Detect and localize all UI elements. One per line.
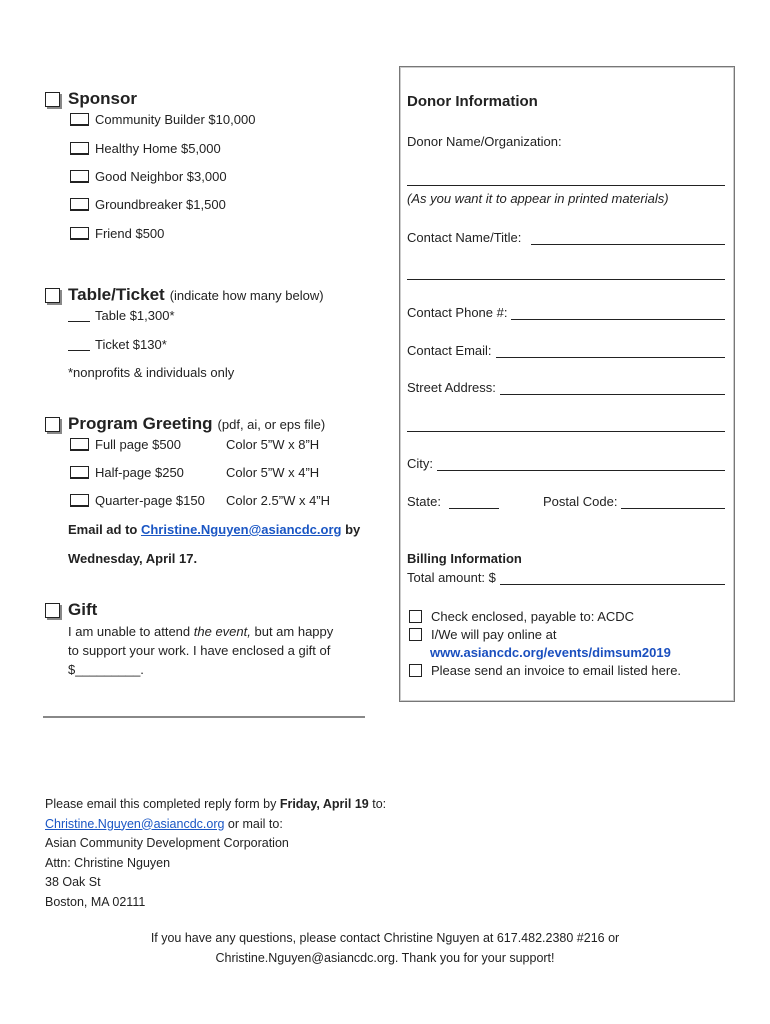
ad-deadline: Wednesday, April 17. (68, 551, 198, 566)
street-address-field[interactable]: Street Address: (407, 380, 725, 395)
state-field[interactable]: State: (407, 494, 499, 509)
option-box[interactable] (70, 142, 89, 155)
questions-line-2: Christine.Nguyen@asiancdc.org. Thank you for your support! (215, 950, 555, 965)
contact-phone-input[interactable] (511, 307, 725, 320)
ad-size-quarter-page: Color 2.5”W x 4”H (226, 493, 331, 508)
gift-checkbox[interactable] (45, 603, 60, 618)
online-checkbox[interactable] (409, 628, 422, 641)
ad-size-half-page: Color 5”W x 4”H (226, 465, 320, 480)
table-ticket-checkbox[interactable] (45, 288, 60, 303)
check-checkbox[interactable] (409, 610, 422, 623)
donor-name-note: (As you want it to appear in printed materials) (407, 191, 669, 206)
table-count-blank[interactable] (68, 309, 90, 322)
option-box[interactable] (70, 438, 89, 451)
ticket-count-blank[interactable] (68, 338, 90, 351)
gift-amount-line[interactable]: $_________. (68, 662, 144, 677)
attn-line: Attn: Christine Nguyen (45, 855, 171, 870)
total-amount-field[interactable]: Total amount: $ (407, 570, 725, 585)
payment-option-invoice[interactable]: Please send an invoice to email listed here. (409, 663, 681, 678)
city-field[interactable]: City: (407, 456, 725, 471)
donor-name-input[interactable] (407, 185, 725, 186)
payment-option-check[interactable]: Check enclosed, payable to: ACDC (409, 609, 634, 624)
invoice-checkbox[interactable] (409, 664, 422, 677)
ad-email-link[interactable]: Christine.Nguyen@asiancdc.org (140, 522, 342, 537)
option-box[interactable] (70, 198, 89, 211)
gift-text-line-1: I am unable to attend the event, but am happy (68, 624, 334, 639)
table-option[interactable]: Table $1,300* (68, 308, 175, 323)
mailing-instructions (45, 795, 386, 912)
city-input[interactable] (437, 458, 725, 471)
ad-option-full-page[interactable]: Full page $500 (70, 437, 181, 452)
ad-option-quarter-page[interactable]: Quarter-page $150 (70, 493, 205, 508)
contact-email-field[interactable]: Contact Email: (407, 343, 725, 358)
state-input[interactable] (449, 496, 499, 509)
street-line: 38 Oak St (45, 875, 101, 889)
reply-email-link[interactable]: Christine.Nguyen@asiancdc.org (45, 816, 225, 831)
section-divider (43, 716, 365, 718)
street-address-extra-line[interactable] (407, 431, 725, 432)
postal-code-field[interactable]: Postal Code: (543, 494, 725, 509)
payment-option-online[interactable]: I/We will pay online at (409, 627, 557, 642)
org-name: Asian Community Development Corporation (45, 836, 289, 850)
sponsor-option-good-neighbor[interactable]: Good Neighbor $3,000 (70, 169, 227, 184)
ad-option-half-page[interactable]: Half-page $250 (70, 465, 184, 480)
ad-size-full-page: Color 5”W x 8”H (226, 437, 320, 452)
option-box[interactable] (70, 170, 89, 183)
questions-line-1: If you have any questions, please contact Christine Nguyen at 617.482.2380 #216 or (150, 931, 620, 945)
program-greeting-heading: Program Greeting (pdf, ai, or eps file) (45, 414, 325, 434)
total-amount-input[interactable] (500, 572, 725, 585)
sponsor-option-groundbreaker[interactable]: Groundbreaker $1,500 (70, 197, 226, 212)
ticket-option[interactable]: Ticket $130* (68, 337, 167, 352)
contact-questions (0, 929, 770, 968)
email-or-mail-line: Christine.Nguyen@asiancdc.org or mail to: (45, 816, 283, 831)
billing-heading: Billing Information (407, 551, 522, 566)
gift-heading: Gift (45, 600, 97, 620)
nonprofit-footnote: *nonprofits & individuals only (68, 365, 235, 380)
sponsor-option-community-builder[interactable]: Community Builder $10,000 (70, 112, 255, 127)
donor-name-label: Donor Name/Organization: (407, 134, 562, 149)
option-box[interactable] (70, 227, 89, 240)
contact-name-field[interactable]: Contact Name/Title: (407, 230, 725, 245)
contact-email-input[interactable] (496, 345, 725, 358)
email-ad-instruction: Email ad to Christine.Nguyen@asiancdc.org by (68, 522, 361, 537)
sponsor-heading: Sponsor (45, 89, 137, 109)
contact-name-input[interactable] (531, 232, 725, 245)
option-box[interactable] (70, 113, 89, 126)
email-instruction-line: Please email this completed reply form by Friday, April 19 to: (45, 797, 387, 811)
option-box[interactable] (70, 466, 89, 479)
option-box[interactable] (70, 494, 89, 507)
donor-info-heading: Donor Information (407, 93, 538, 110)
contact-name-extra-line[interactable] (407, 279, 725, 280)
sponsor-checkbox[interactable] (45, 92, 60, 107)
online-payment-url[interactable]: www.asiancdc.org/events/dimsum2019 (430, 645, 671, 660)
sponsor-option-healthy-home[interactable]: Healthy Home $5,000 (70, 141, 221, 156)
program-greeting-checkbox[interactable] (45, 417, 60, 432)
street-address-input[interactable] (500, 382, 725, 395)
city-line: Boston, MA 02111 (45, 894, 146, 909)
postal-code-input[interactable] (621, 496, 725, 509)
table-ticket-heading: Table/Ticket (indicate how many below) (45, 285, 324, 305)
contact-phone-field[interactable]: Contact Phone #: (407, 305, 725, 320)
gift-text-line-2: to support your work. I have enclosed a gift of (68, 643, 331, 658)
sponsor-option-friend[interactable]: Friend $500 (70, 226, 164, 241)
